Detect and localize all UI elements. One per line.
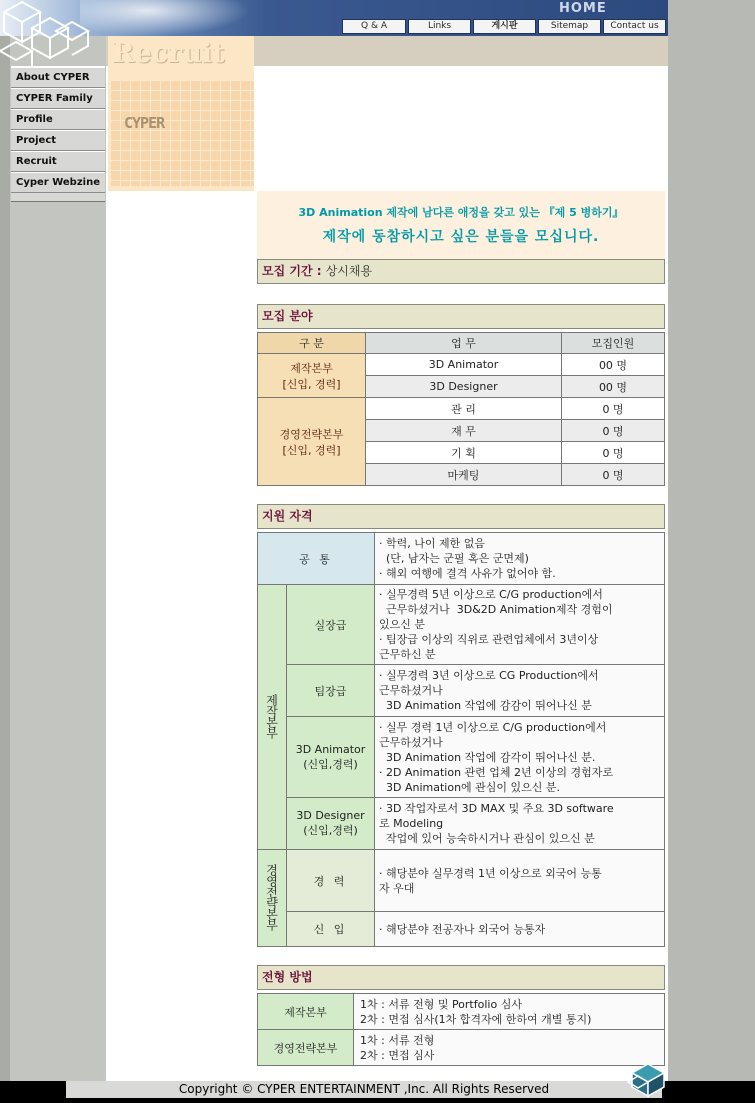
dept-sub: [신입, 경력] [282, 443, 341, 457]
qualify-role: 경 력 [287, 850, 375, 912]
table-cell: 00 명 [562, 354, 665, 376]
intro-box [257, 191, 665, 259]
desc-line: 근무하신 분 [379, 648, 436, 661]
qualify-management-label [258, 850, 287, 947]
desc-line: 2차 : 면접 심사 [360, 1048, 435, 1062]
desc-line: (단, 남자는 군필 혹은 군면제) [379, 552, 529, 565]
desc-line: 1차 : 서류 전형 [360, 1033, 435, 1047]
qualify-common-desc [375, 533, 665, 585]
dept-sub: [신입, 경력] [282, 377, 341, 391]
sidebar-item-about-cyper[interactable]: About CYPER [11, 67, 105, 88]
process-heading: 전형 방법 [257, 965, 665, 990]
qualify-role [287, 717, 375, 798]
sidebar-stripe [0, 36, 10, 1081]
table-cell: 3D Designer [366, 376, 562, 398]
role-name: 3D Animator [295, 742, 366, 756]
table-cell: 기 획 [366, 442, 562, 464]
process-dept: 경영전략본부 [258, 1030, 354, 1066]
table-cell: 0 명 [562, 464, 665, 486]
qualify-production-label [258, 585, 287, 850]
sidebar-item-profile[interactable]: Profile [11, 109, 105, 130]
table-cell: 마케팅 [366, 464, 562, 486]
fields-heading: 모집 분야 [257, 304, 665, 329]
qualify-role: 팀장급 [287, 665, 375, 717]
qualify-heading: 지원 자격 [257, 504, 665, 529]
table-cell: 0 명 [562, 398, 665, 420]
desc-line: · 2D Animation 관련 업체 2년 이상의 경험자로 [379, 765, 614, 779]
process-dept: 제작본부 [258, 994, 354, 1030]
role-sub: (신입,경력) [303, 824, 358, 837]
recruit-banner [108, 36, 254, 191]
table-cell: 관 리 [366, 398, 562, 420]
role-name: 3D Designer [296, 809, 365, 822]
cyper-logo-watermark: CYPER [124, 114, 165, 132]
fields-dept-management [258, 398, 366, 486]
process-table [257, 993, 665, 1066]
desc-line: 3D Animation에 관심이 있으신 분. [379, 780, 561, 794]
period-value: 상시채용 [325, 264, 373, 278]
qualify-desc [375, 798, 665, 850]
dept-name: 제작본부 [290, 361, 333, 375]
process-desc [354, 994, 665, 1030]
desc-line: 작업에 있어 능숙하시거나 관심이 있으신 분 [379, 832, 595, 845]
table-cell: 재 무 [366, 420, 562, 442]
period-label: 모집 기간 : [262, 264, 322, 278]
fields-dept-production [258, 354, 366, 398]
desc-line: 자 우대 [379, 881, 415, 895]
qualify-desc [375, 585, 665, 665]
desc-line: · 실무 경력 1년 이상으로 C/G production에서 [379, 720, 607, 734]
table-cell: 00 명 [562, 376, 665, 398]
desc-line: 로 Modeling [379, 817, 444, 830]
desc-line: 2차 : 면접 심사(1차 합격자에 한하여 개별 통지) [360, 1012, 592, 1026]
desc-line: 3D Animation 작업에 감감이 뛰어나신 분 [379, 699, 592, 712]
desc-line: · 해당분야 실무경력 1년 이상으로 외국어 능통 [379, 866, 602, 880]
sidebar-item-project[interactable]: Project [11, 130, 105, 151]
sidebar-menu [11, 66, 105, 202]
desc-line: · 팀장급 이상의 직위로 관련업체에서 3년이상 [379, 633, 599, 646]
nav-sitemap-button[interactable]: Sitemap [538, 19, 601, 34]
vertical-label: 제작본부 [264, 693, 279, 738]
main-content-area [106, 36, 668, 1081]
desc-line: 있으신 분 [379, 618, 426, 631]
table-cell: 3D Animator [366, 354, 562, 376]
table-cell: 0 명 [562, 420, 665, 442]
sidebar-item-cyper-family[interactable]: CYPER Family [11, 88, 105, 109]
cube-logo-icon [0, 0, 106, 70]
qualify-table [257, 532, 665, 947]
banner-grid-pattern [110, 80, 254, 186]
process-desc [354, 1030, 665, 1066]
qualify-role [287, 798, 375, 850]
desc-line: 근무하셨거나 [379, 684, 443, 697]
fields-col-task: 업 무 [366, 333, 562, 354]
fields-table [257, 332, 665, 486]
dept-name: 경영전략본부 [279, 427, 344, 441]
desc-line: 근무하셨거나 3D&2D Animation제작 경험이 [379, 603, 613, 616]
qualify-desc [375, 717, 665, 798]
nav-links-button[interactable]: Links [408, 19, 471, 34]
desc-line: · 실무경력 5년 이상으로 C/G production에서 [379, 588, 603, 601]
page-title: Recruit [112, 38, 225, 69]
desc-line: 1차 : 서류 전형 및 Portfolio 심사 [360, 997, 522, 1011]
fields-col-dept: 구 분 [258, 333, 366, 354]
period-heading [257, 259, 665, 284]
table-cell: 0 명 [562, 442, 665, 464]
vertical-label: 경영전략본부 [264, 863, 279, 930]
role-sub: (신입,경력) [303, 757, 358, 771]
desc-line: · 실무경력 3년 이상으로 CG Production에서 [379, 669, 599, 682]
intro-line-1: 3D Animation 제작에 남다른 애정을 갖고 있는 『제 5 병하기』 [298, 206, 624, 219]
footer-cube-icon [626, 1062, 668, 1098]
desc-line: · 해당분야 전공자나 외국어 능통자 [379, 922, 546, 936]
qualify-desc [375, 665, 665, 717]
desc-line: · 학력, 나이 제한 없음 [379, 537, 485, 550]
desc-line: · 3D 작업자로서 3D MAX 및 주요 3D software [379, 802, 614, 815]
nav-qna-button[interactable]: Q & A [342, 19, 406, 34]
fields-col-count: 모집인원 [562, 333, 665, 354]
footer-copyright: Copyright © CYPER ENTERTAINMENT ,Inc. All Rights Reserved [66, 1081, 662, 1098]
qualify-role: 실장급 [287, 585, 375, 665]
intro-line-2: 제작에 동참하시고 싶은 분들을 모십니다. [322, 229, 600, 245]
qualify-desc [375, 912, 665, 947]
desc-line: 3D Animation 작업에 감각이 뛰어나신 분. [379, 750, 596, 764]
home-link[interactable]: HOME [559, 1, 607, 16]
recruit-content [257, 191, 665, 1066]
nav-board-button[interactable]: 게시판 [473, 19, 536, 34]
desc-line: · 해외 여행에 결격 사유가 없어야 함. [379, 567, 556, 580]
qualify-common-label: 공 통 [258, 533, 375, 585]
nav-contact-button[interactable]: Contact us [603, 19, 666, 34]
qualify-desc [375, 850, 665, 912]
sidebar-item-recruit[interactable]: Recruit [11, 151, 105, 172]
sidebar-item-cyper-webzine[interactable]: Cyper Webzine [11, 172, 105, 193]
desc-line: 근무하셨거나 [379, 735, 443, 749]
qualify-role: 신 입 [287, 912, 375, 947]
